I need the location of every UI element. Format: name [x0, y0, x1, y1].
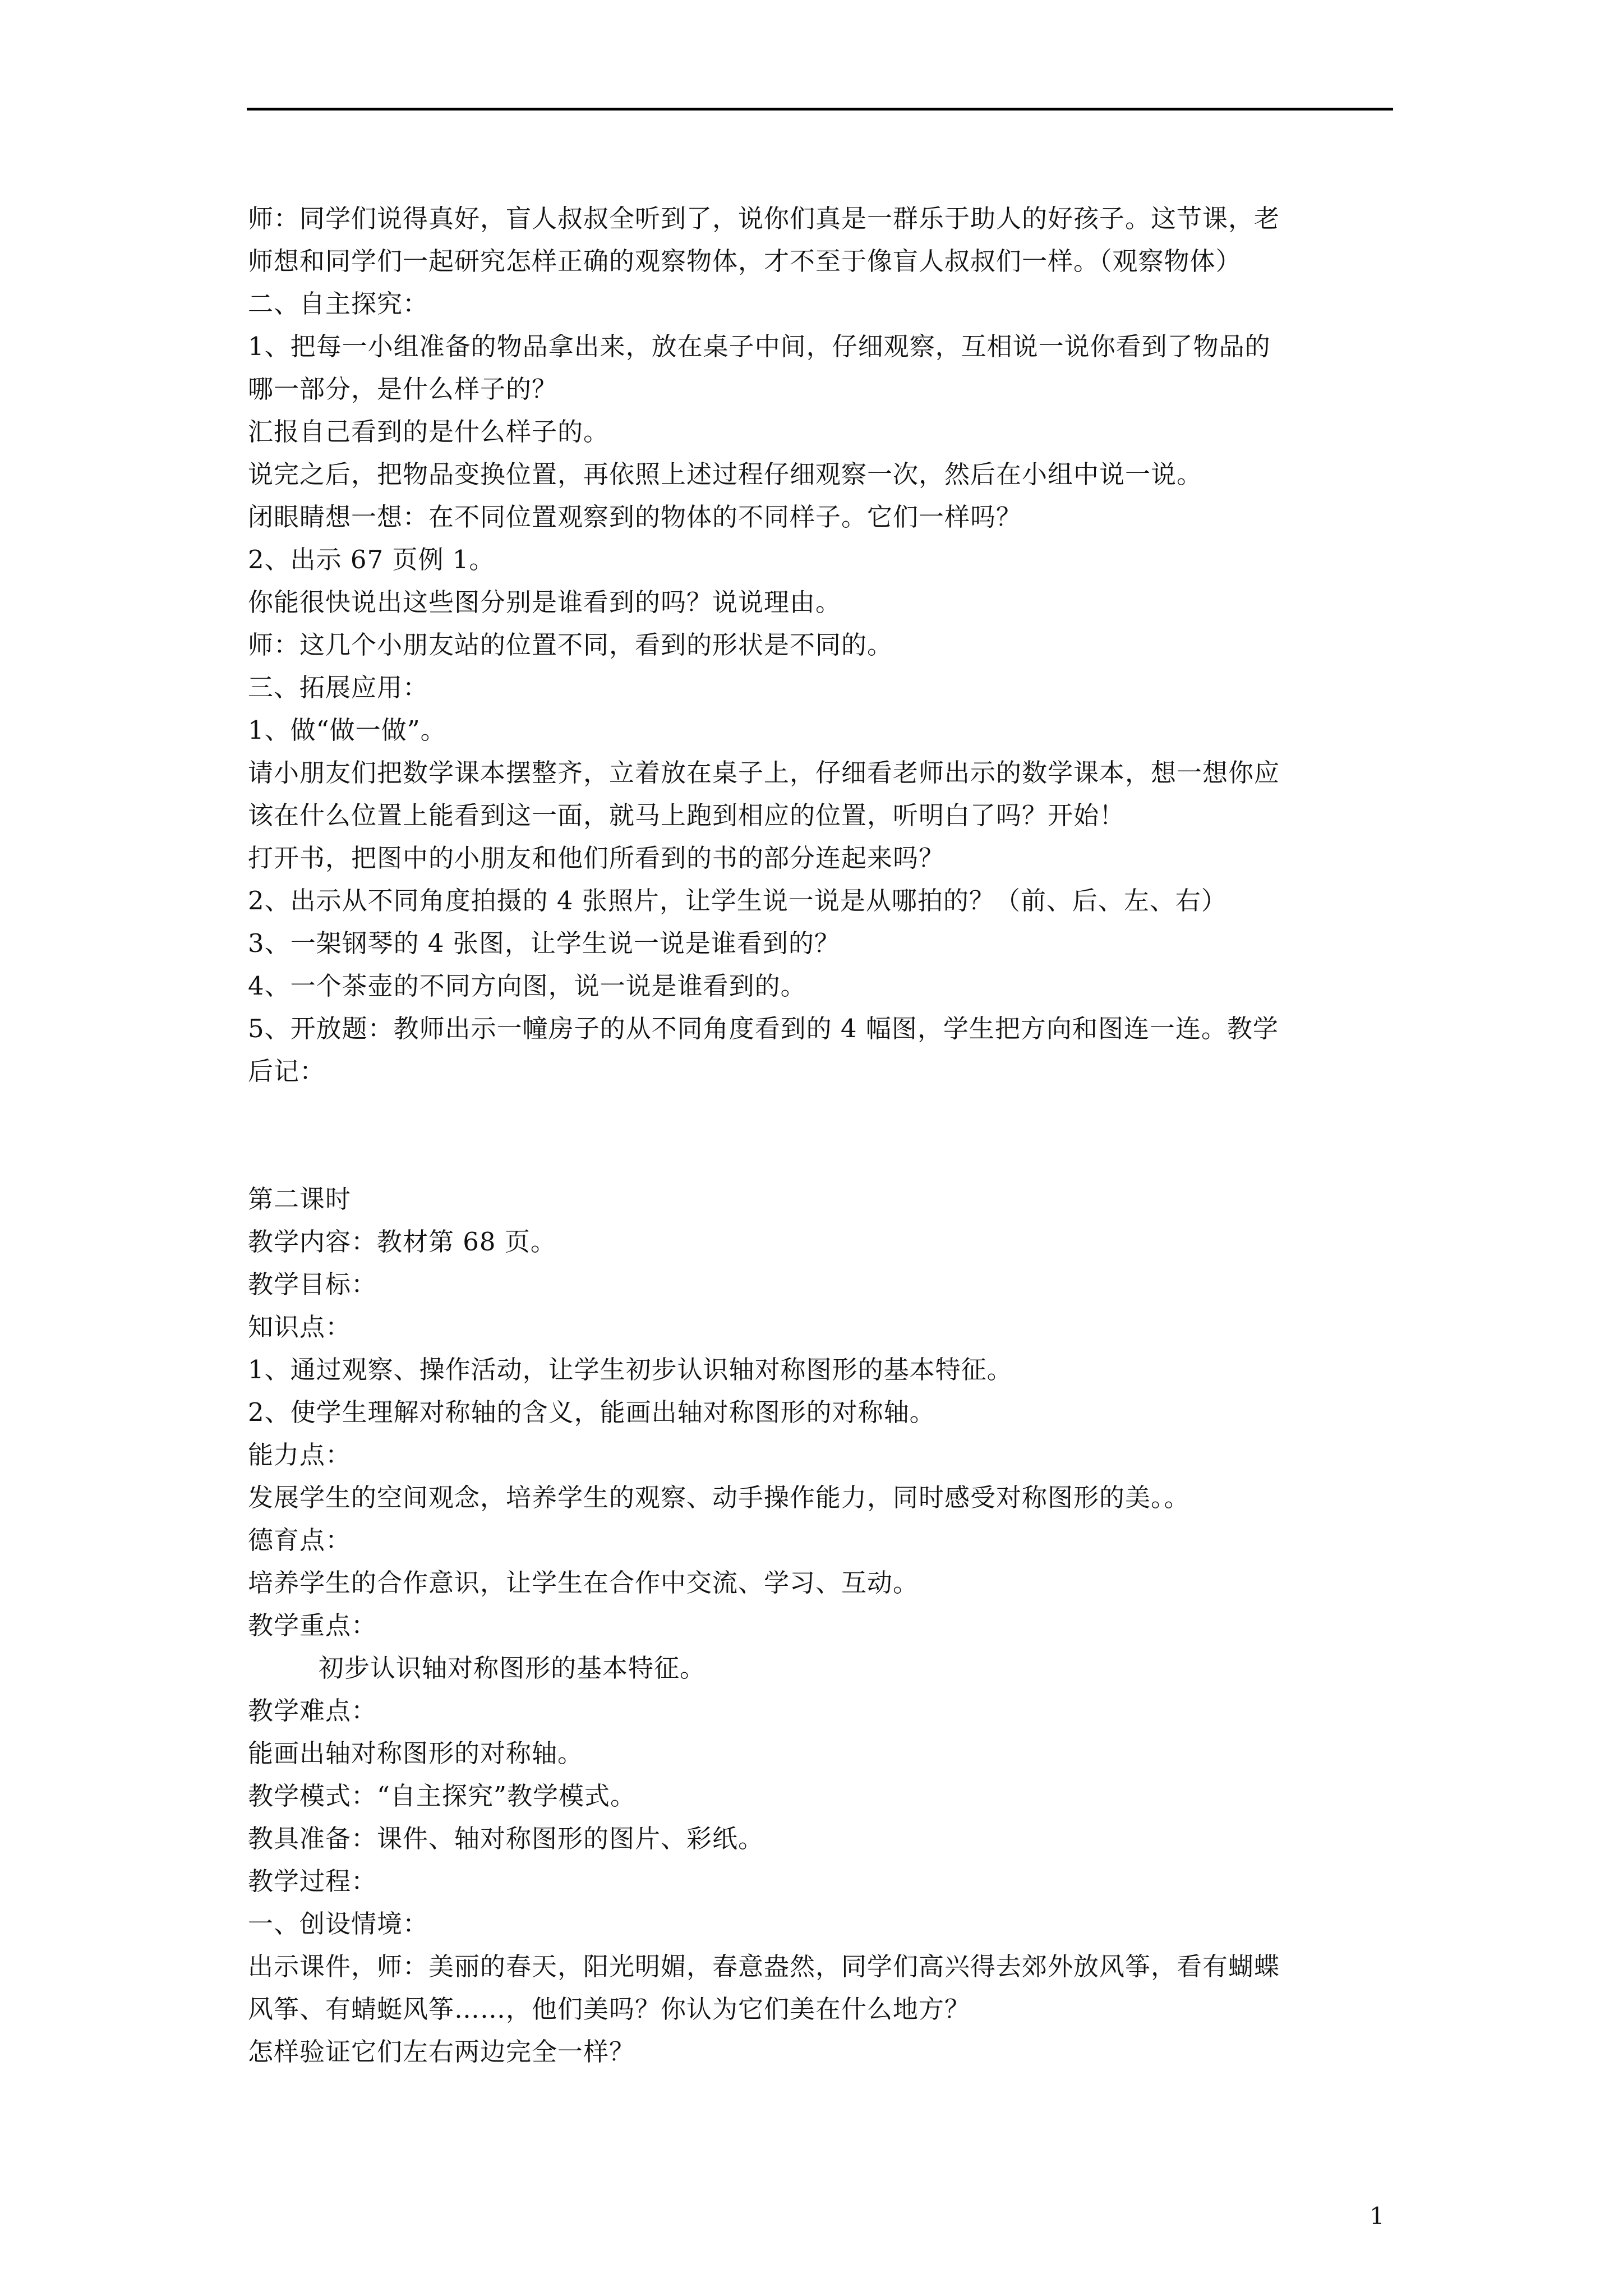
text-line: 说完之后，把物品变换位置，再依照上述过程仔细观察一次，然后在小组中说一说。	[248, 459, 1203, 489]
text-line: 教学模式：“自主探究”教学模式。	[248, 1781, 637, 1811]
text-line: 教学重点：	[248, 1611, 377, 1640]
text-line: 能画出轴对称图形的对称轴。	[248, 1738, 584, 1768]
text-line: 教具准备：课件、轴对称图形的图片、彩纸。	[248, 1824, 764, 1853]
text-line: 你能很快说出这些图分别是谁看到的吗？说说理由。	[248, 587, 842, 617]
text-line: 教学内容：教材第 68 页。	[248, 1227, 556, 1257]
text-line: 怎样验证它们左右两边完全一样？	[248, 2037, 635, 2067]
document-body	[248, 197, 1392, 2073]
text-line: 教学难点：	[248, 1696, 377, 1726]
text-line: 2、出示从不同角度拍摄的 4 张照片，让学生说一说是从哪拍的？（前、后、左、右）	[248, 886, 1227, 915]
header-rule	[247, 108, 1393, 111]
text-line: 闭眼睛想一想：在不同位置观察到的物体的不同样子。它们一样吗？	[248, 502, 1022, 532]
blank-line	[248, 1093, 1392, 1135]
text-line: 4、一个茶壶的不同方向图，说一说是谁看到的。	[248, 971, 806, 1001]
text-line: 汇报自己看到的是什么样子的。	[248, 417, 610, 447]
text-line: 师：这几个小朋友站的位置不同，看到的形状是不同的。	[248, 630, 893, 660]
text-line: 1、通过观察、操作活动，让学生初步认识轴对称图形的基本特征。	[248, 1355, 1013, 1384]
text-line: 哪一部分，是什么样子的？	[248, 374, 558, 404]
text-line-indented: 初步认识轴对称图形的基本特征。	[319, 1653, 706, 1683]
text-line: 德育点：	[248, 1525, 352, 1555]
text-line: 教学目标：	[248, 1269, 377, 1299]
text-line: 打开书，把图中的小朋友和他们所看到的书的部分连起来吗？	[248, 843, 945, 873]
text-line: 风筝、有蜻蜓风筝……，他们美吗？你认为它们美在什么地方？	[248, 1994, 971, 2024]
text-line: 教学过程：	[248, 1866, 377, 1896]
text-line: 发展学生的空间观念，培养学生的观察、动手操作能力，同时感受对称图形的美。。	[248, 1483, 1190, 1512]
text-line: 该在什么位置上能看到这一面，就马上跑到相应的位置，听明白了吗？开始！	[248, 800, 1126, 830]
text-line: 2、使学生理解对称轴的含义，能画出轴对称图形的对称轴。	[248, 1397, 935, 1427]
text-line: 能力点：	[248, 1440, 352, 1470]
text-line: 请小朋友们把数学课本摆整齐，立着放在桌子上，仔细看老师出示的数学课本，想一想你应	[248, 758, 1280, 788]
text-line: 3、一架钢琴的 4 张图，让学生说一说是谁看到的？	[248, 928, 840, 958]
section-heading: 一、创设情境：	[248, 1909, 429, 1939]
text-line: 1、做“做一做”。	[248, 715, 446, 745]
text-line: 师想和同学们一起研究怎样正确的观察物体，才不至于像盲人叔叔们一样。（观察物体）	[248, 246, 1242, 276]
text-line: 培养学生的合作意识，让学生在合作中交流、学习、互动。	[248, 1568, 919, 1598]
page-number: 1	[1370, 2202, 1385, 2230]
blank-line	[248, 1135, 1392, 1178]
text-line: 2、出示 67 页例 1。	[248, 545, 495, 574]
text-line: 师：同学们说得真好，盲人叔叔全听到了，说你们真是一群乐于助人的好孩子。这节课，老	[248, 204, 1280, 233]
text-line: 知识点：	[248, 1312, 352, 1342]
text-line: 后记：	[248, 1056, 326, 1086]
text-line: 1、把每一小组准备的物品拿出来，放在桌子中间，仔细观察，互相说一说你看到了物品的	[248, 332, 1271, 361]
lesson-title: 第二课时	[248, 1184, 352, 1214]
text-line: 出示课件，师：美丽的春天，阳光明媚，春意盎然，同学们高兴得去郊外放风筝，看有蝴蝶	[248, 1952, 1280, 1981]
section-heading: 三、拓展应用：	[248, 673, 429, 702]
text-line: 5、开放题：教师出示一幢房子的从不同角度看到的 4 幅图，学生把方向和图连一连。教学	[248, 1014, 1279, 1043]
section-heading: 二、自主探究：	[248, 289, 429, 319]
